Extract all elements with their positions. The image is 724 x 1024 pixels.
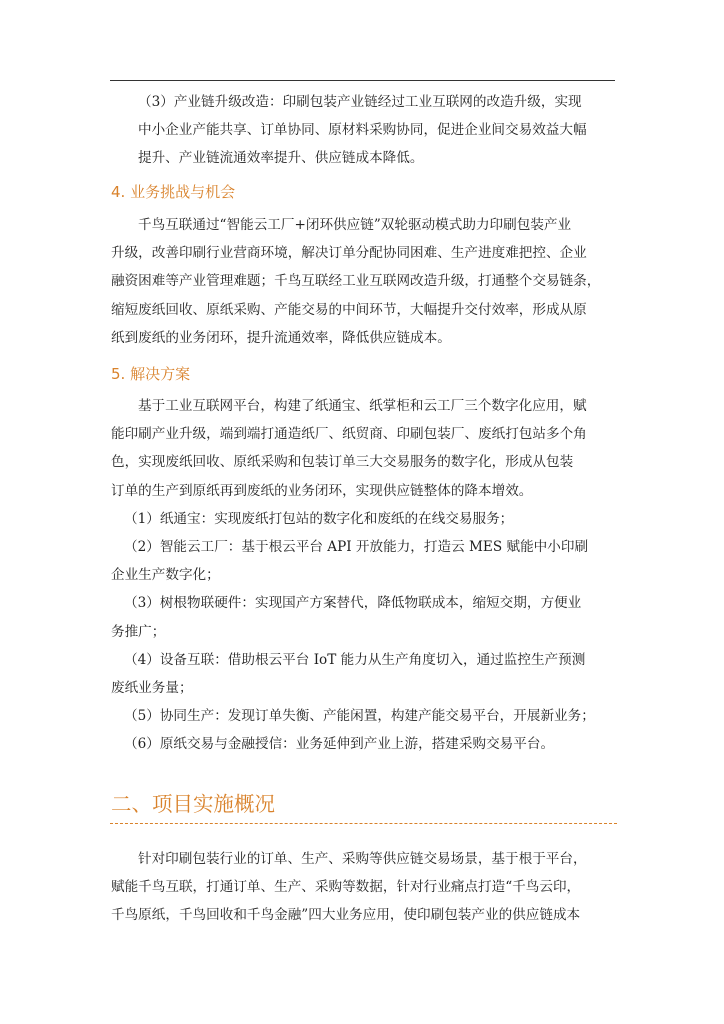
list-item: （4）设备互联：借助根云平台 IoT 能力从生产角度切入，通过监控生产预测	[124, 651, 586, 668]
text-line: 基于工业互联网平台，构建了纸通宝、纸掌柜和云工厂三个数字化应用，赋	[138, 398, 587, 414]
chapter-heading-rule	[110, 823, 617, 824]
text-line: 缩短废纸回收、原纸采购、产能交易的中间环节，大幅提升交付效率，形成从原	[111, 301, 587, 318]
section-heading-4: 4. 业务挑战与机会	[111, 183, 236, 201]
text-line: 千鸟原纸，千鸟回收和千鸟金融”四大业务应用，使印刷包装产业的供应链成本	[111, 907, 581, 924]
text-line: 纸到废纸的业务闭环，提升流通效率，降低供应链成本。	[111, 329, 451, 346]
list-item: （1）纸通宝：实现废纸打包站的数字化和废纸的在线交易服务；	[124, 510, 514, 527]
section-heading-5: 5. 解决方案	[111, 365, 191, 383]
paragraph-solution	[111, 392, 616, 759]
text-line: 赋能千鸟互联，打通订单、生产、采购等数据，针对行业痛点打造“千鸟云印，	[111, 879, 581, 896]
text-line: 能印刷产业升级，端到端打通造纸厂、纸贸商、印刷包装厂、废纸打包站多个角	[111, 426, 587, 443]
paragraph-implementation	[111, 845, 616, 930]
text-line: 提升、产业链流通效率提升、供应链成本降低。	[138, 150, 424, 167]
text-line: （3）产业链升级改造：印刷包装产业链经过工业互联网的改造升级，实现	[138, 94, 582, 110]
list-item: （6）原纸交易与金融授信：业务延伸到产业上游，搭建采购交易平台。	[124, 736, 555, 753]
list-item: （3）树根物联硬件：实现国产方案替代，降低物联成本，缩短交期，方便业	[124, 595, 582, 612]
header-rule	[110, 80, 615, 81]
text-line: 企业生产数字化；	[111, 567, 220, 584]
text-line: 色，实现废纸回收、原纸采购和包装订单三大交易服务的数字化，形成从包装	[111, 454, 574, 471]
list-item: （2）智能云工厂：基于根云平台 API 开放能力，打造云 MES 赋能中小印刷	[124, 539, 589, 556]
text-line: 融资困难等产业管理难题；千鸟互联经工业互联网改造升级，打通整个交易链条，	[111, 273, 601, 290]
text-line: 中小企业产能共享、订单协同、原材料采购协同，促进企业间交易效益大幅	[138, 122, 587, 139]
text-line: 废纸业务量；	[111, 680, 193, 697]
list-item: （5）协同生产：发现订单失衡、产能闲置，构建产能交易平台，开展新业务；	[124, 708, 595, 725]
text-line: 千鸟互联通过“智能云工厂+闭环供应链”双轮驱动模式助力印刷包装产业	[138, 217, 572, 233]
text-line: 升级，改善印刷行业营商环境，解决订单分配协同困难、生产进度难把控、企业	[111, 245, 587, 262]
chapter-heading-2: 二、项目实施概况	[111, 792, 275, 816]
text-line: 订单的生产到原纸再到废纸的业务闭环，实现供应链整体的降本增效。	[111, 482, 533, 499]
text-line: 务推广；	[111, 623, 166, 640]
text-line: 针对印刷包装行业的订单、生产、采购等供应链交易场景，基于根于平台，	[138, 851, 587, 867]
paragraph-industry-chain-upgrade	[111, 88, 616, 173]
paragraph-challenges	[111, 211, 616, 352]
